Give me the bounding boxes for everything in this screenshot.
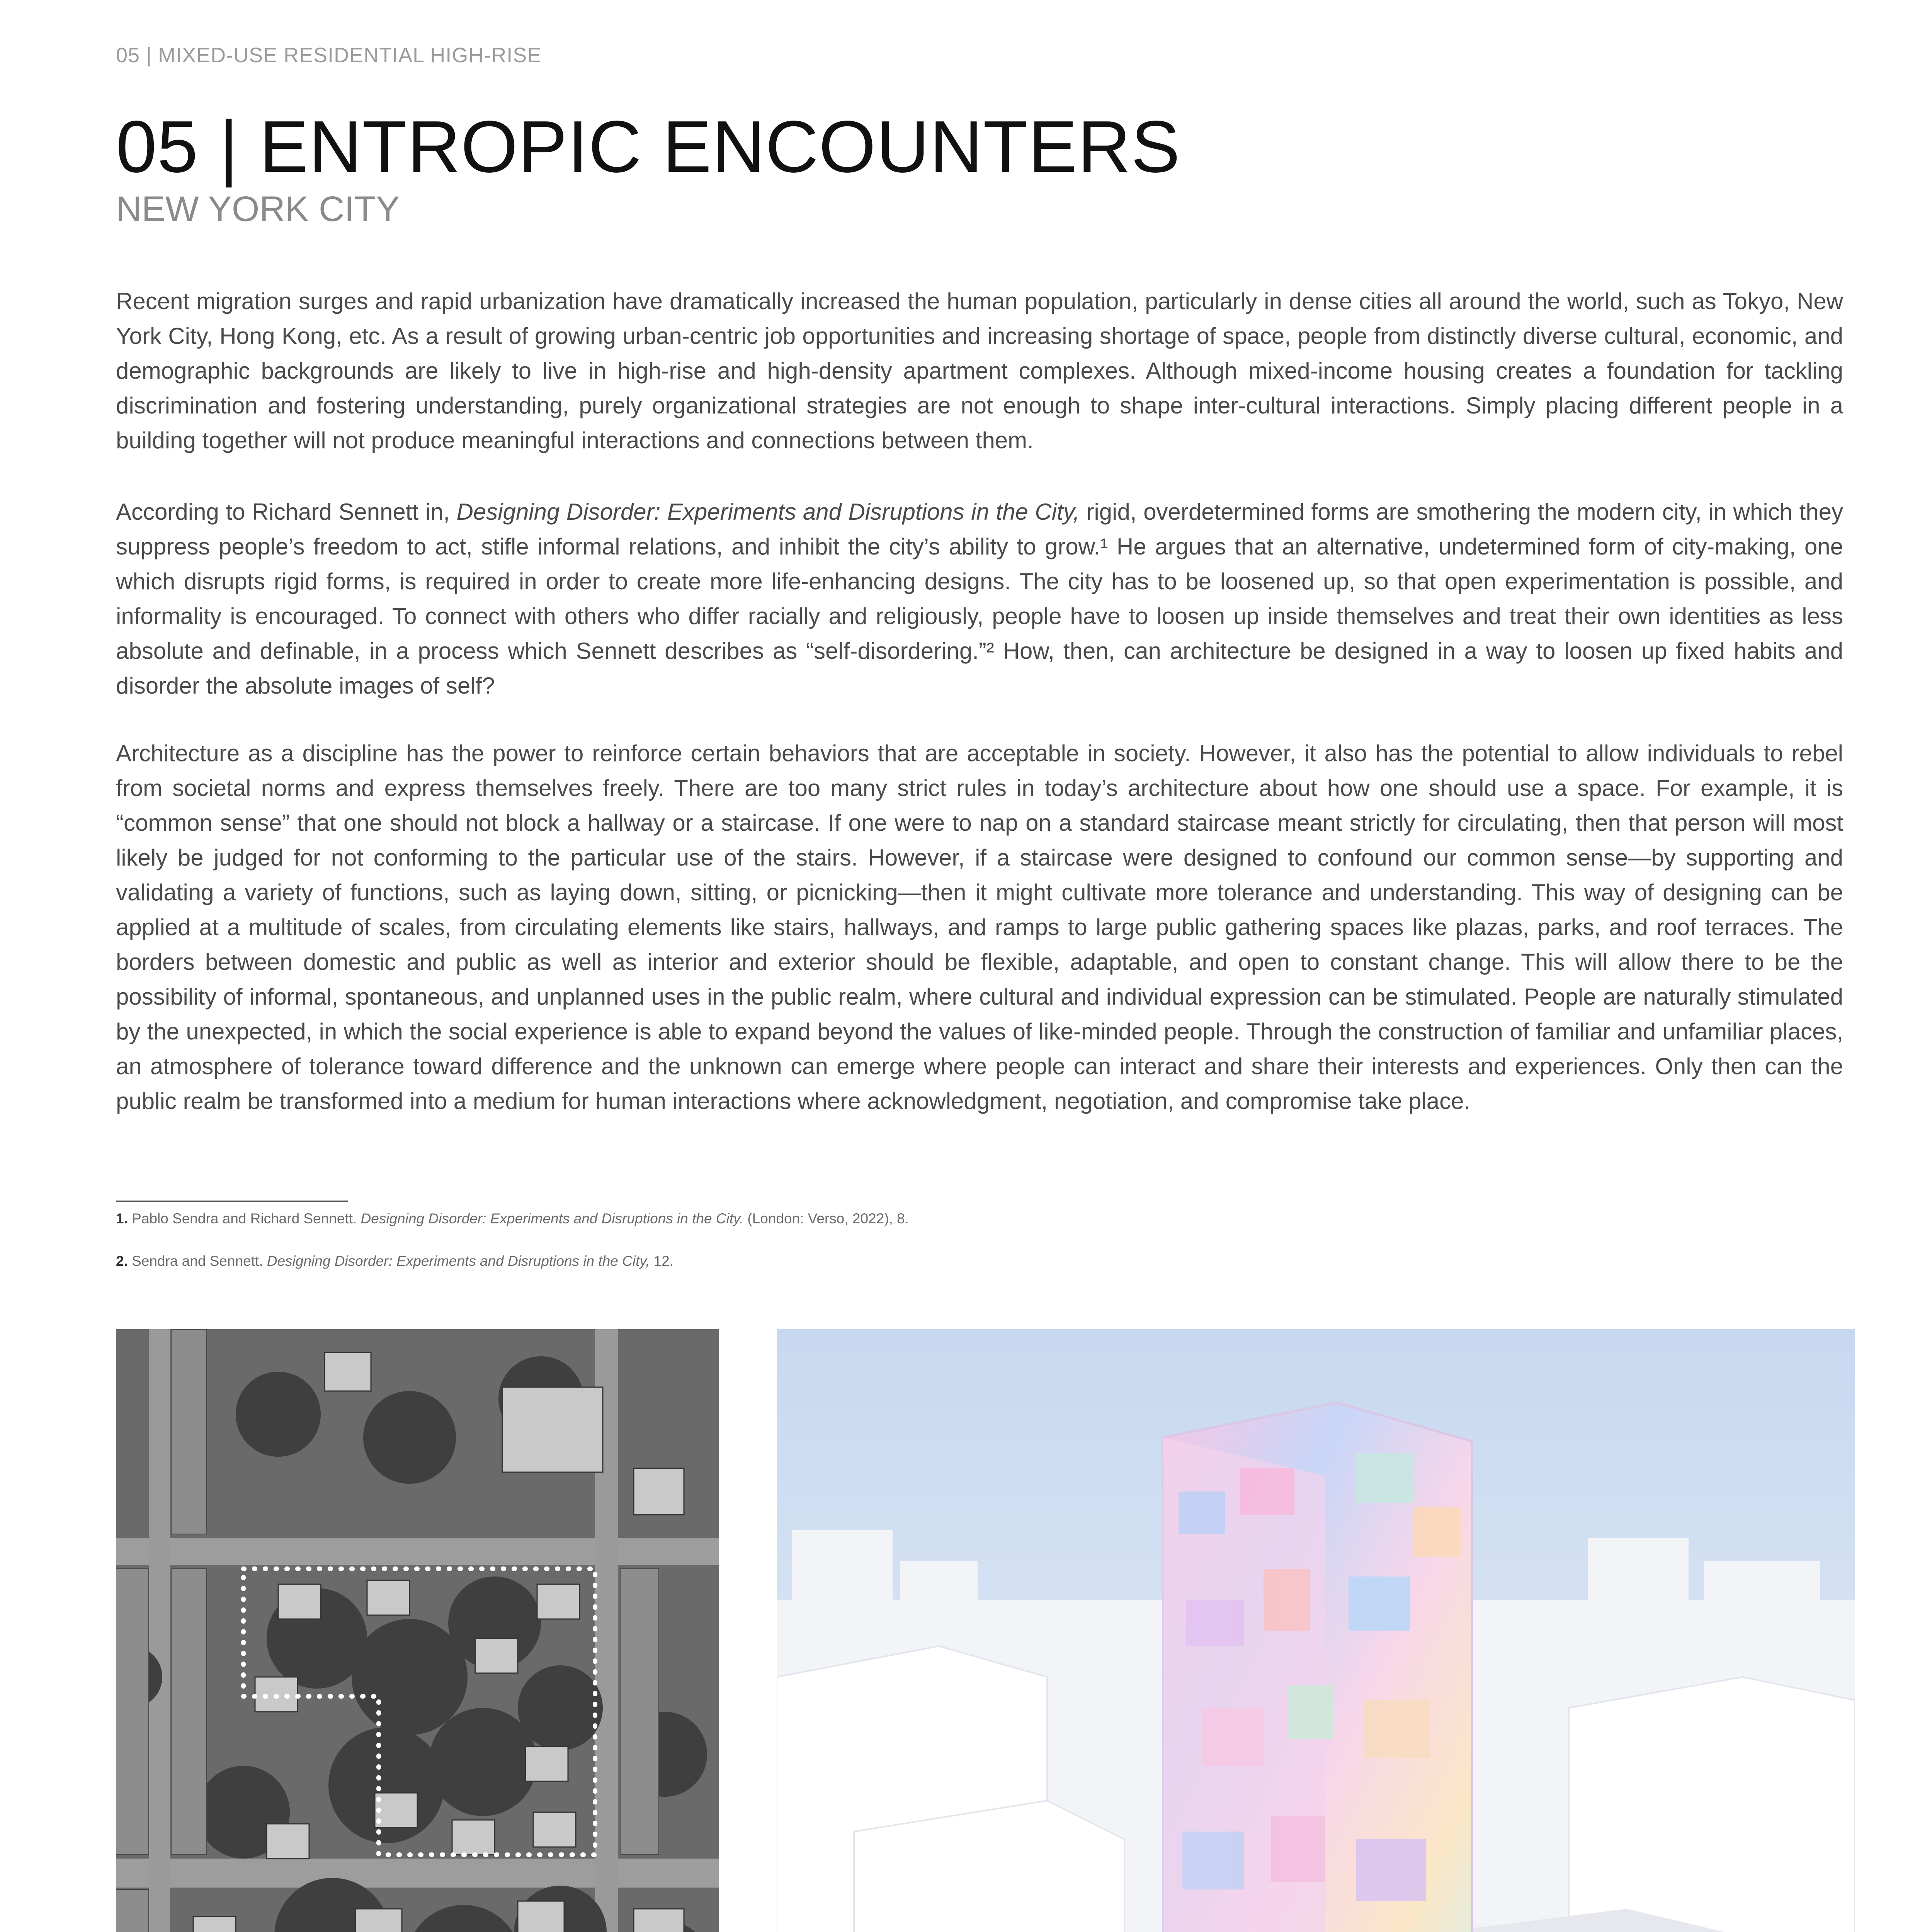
page-title: 05 | ENTROPIC ENCOUNTERS: [116, 106, 1180, 188]
body-paragraph-1: Recent migration surges and rapid urbanization have dramatically increased the human population, particularly in dense cities all around the world, such as Tokyo, New York City, Hong Kong, etc. As a result of growing urban-centric job opportunities and increasing shortage of space, people from distinctly diverse cultural, economic, and demographic backgrounds are likely to live in high-rise and high-density apartment complexes. Although mixed-income housing creates a foundation for tackling discrimination and fostering understanding, purely organizational strategies are not enough to shape inter-cultural interactions. Simply placing different people in a building together will not produce meaningful interactions and connections between them.: [116, 288, 1843, 453]
footnote-text: Sendra and Sennett.: [128, 1253, 267, 1269]
footnote-book-title: Designing Disorder: Experiments and Disruptions in the City,: [267, 1253, 650, 1269]
footnote-citation: (London: Verso, 2022), 8.: [743, 1211, 909, 1226]
p2-text-end: rigid, overdetermined forms are smothering the modern city, in which they suppress people’s freedom to act, stifle informal relations, and inhibit the city’s ability to grow.¹ He argues that an alternative, undetermined form of city-making, one which disrupts rigid forms, is required in order to create more life-enhancing designs. The city has to be loosened up, so that open experimentation is possible, and informality is encouraged. To connect with others who differ racially and religiously, people have to loosen up inside themselves and treat their own identities as less absolute and definable, in a process which Sennett describes as “self-disordering.”² How, then, can architecture be designed in a way to loosen up fixed habits and disorder the absolute images of self?: [116, 499, 1844, 699]
footnote-number: 1.: [116, 1211, 128, 1226]
body-paragraph-3: Architecture as a discipline has the power to reinforce certain behaviors that are acceptable in society. However, it also has the potential to allow individuals to rebel from societal norms and express themselves freely. There are too many strict rules in today’s architecture about how one should use a space. For example, it is “common sense” that one should not block a hallway or a staircase. If one were to nap on a standard staircase meant strictly for circulating, then that person will most likely be judged for not conforming to the particular use of the stairs. However, if a staircase were designed to confound our common sense—by supporting and validating a variety of functions, such as laying down, sitting, or picnicking—then it might cultivate more tolerance and understanding. This way of designing can be applied at a multitude of scales, from circulating elements like stairs, hallways, and ramps to large public gathering spaces like plazas, parks, and roof terraces. The borders between domestic and public as well as interior and exterior should be flexible, adaptable, and open to constant change. This will allow there to be the possibility of informal, spontaneous, and unplanned uses in the public realm, where cultural and individual expression can be stimulated. People are naturally stimulated by the unexpected, in which the social experience is able to expand beyond the values of like-minded people. Through the construction of familiar and unfamiliar places, an atmosphere of tolerance toward difference and the unknown can emerge where people can interact and share their interests and experiences. Only then can the public realm be transformed into a medium for human interactions where acknowledgment, negotiation, and compromise take place.: [116, 740, 1843, 1114]
running-header: 05 | MIXED-USE RESIDENTIAL HIGH-RISE: [116, 44, 542, 67]
footnote-citation: 12.: [650, 1253, 674, 1269]
footnote-number: 2.: [116, 1253, 128, 1269]
proposal-render-image: [777, 1329, 1855, 1932]
footnote-2: [116, 1254, 1843, 1268]
footnote-text: Pablo Sendra and Richard Sennett.: [128, 1211, 361, 1226]
page-subtitle: NEW YORK CITY: [116, 189, 400, 229]
footnote-divider: [116, 1201, 348, 1202]
site-aerial-image: [116, 1329, 719, 1932]
footnote-book-title: Designing Disorder: Experiments and Disruptions in the City.: [361, 1211, 744, 1226]
p2-book-title: Designing Disorder: Experiments and Disruptions in the City,: [456, 499, 1080, 525]
body-paragraph-2: [116, 495, 1843, 703]
p2-text-start: According to Richard Sennett in,: [116, 499, 457, 525]
footnote-1: [116, 1211, 1843, 1226]
